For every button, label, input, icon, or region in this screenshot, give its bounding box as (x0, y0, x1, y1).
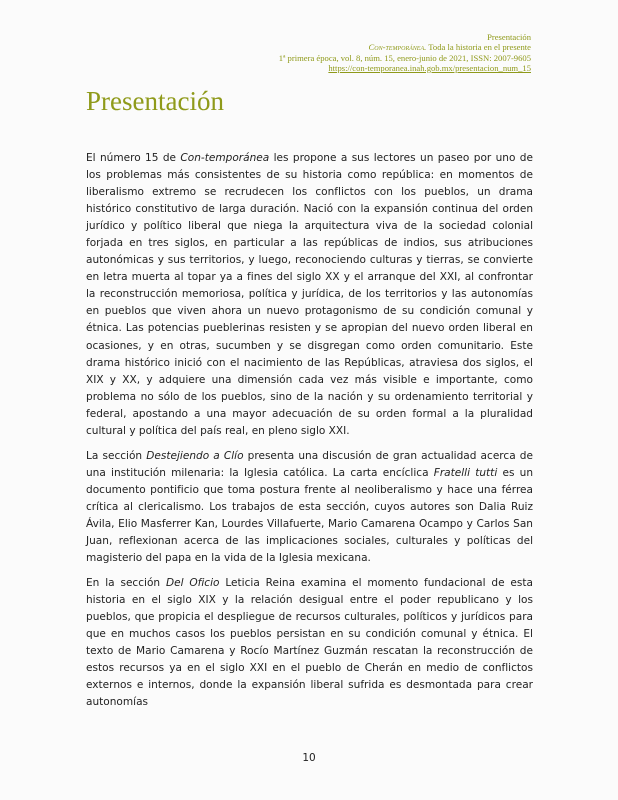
header-journal: Con-temporánea. (368, 42, 427, 53)
body-text (86, 150, 533, 720)
paragraph-2-text-e: es un documento pontificio que toma postura frente al neoliberalismo y hace una férrea crítica al clericalismo. Los trabajos de esta sección, cuyos autores son Dalia Ruiz Ávila, Elio Masferrer Kan, Lourdes Villafuerte, Mario Camarena Ocampo y Carlos San Juan, reflexionan acerca de las implicaciones sociales, culturales y políticas del magisterio del papa en la vida de la Iglesia mexicana. (86, 466, 534, 565)
section-name-italic: Destejiendo a Clío (146, 449, 244, 462)
journal-name-italic: Con-temporánea (180, 152, 270, 164)
paragraph-2-text-c: presenta una discusión de gran actualidad acerca de una institución milenaria: la Iglesia católica. La carta encíclica (86, 449, 533, 479)
encyclical-name-italic: Fratelli tutti (433, 466, 498, 479)
page-title: Presentación (86, 86, 224, 116)
running-header (111, 32, 531, 73)
paragraph-2 (86, 448, 533, 567)
paragraph-3-text-c: Leticia Reina examina el momento fundacional de esta historia en el siglo XIX y la relación desigual entre el poder republicano y los pueblos, que propicia el despliegue de recursos culturales, políticos y jurídicos para que en muchos casos los pueblos persistan en su condición comunal y étnica. El texto de Mario Camarena y Rocío Martínez Guzmán rescatan la reconstrucción de estos recursos ya en el siglo XXI en el pueblo de Cherán en medio de conflictos externos e internos, donde la expansión liberal sufrida es desmontada para crear autonomías (86, 577, 534, 709)
paragraph-1-text-c: les propone a sus lectores un paseo por uno de los problemas más consistentes de su historia como república: en momentos de liberalismo extremo se recrudecen los conflictos con los pueblos, un drama histórico constitutivo de larga duración. Nació con la expansión continua del orden jurídico y político liberal que niega la arquitectura viva de la sociedad colonial forjada en tres siglos, en particular a las repúblicas de indios, sus atribuciones autonómicas y sus territorios, y luego, reconociendo culturas y tierras, se convierte en letra muerta al topar ya a fines del siglo XX y el arranque del XXI, al confrontar la reconstrucción memoriosa, política y jurídica, de los territorios y las autonomías en pueblos que viven ahora un nuevo protagonismo de su condición comunal y étnica. Las potencias pueblerinas resisten y se apropian del nuevo orden liberal en ocasiones, y en otras, sucumben y se disgregan como orden comunitario. Este drama histórico inició con el nacimiento de las Repúblicas, atraviesa dos siglos, el XIX y XX, y adquiere una dimensión cada vez más visible e importante, como problema no sólo de los pueblos, sino de la nación y su ordenamiento territorial y federal, apostando a una mayor adecuación de su orden formal a la pluralidad cultural y política del país real, en pleno siglo XXI. (86, 152, 533, 437)
header-journal-subtitle: Toda la historia en el presente (426, 42, 531, 53)
paragraph-2-text-a: La sección (86, 449, 147, 462)
header-url-link[interactable]: https://con-temporanea.inah.gob.mx/presentacion_num_15 (328, 62, 531, 73)
paragraph-1-text-a: El número 15 de (86, 152, 181, 164)
header-issue: 1ª primera época, vol. 8, núm. 15, enero-junio de 2021, ISSN: 2007-9605 (278, 52, 531, 63)
page-number: 10 (302, 752, 316, 764)
section-name-italic: Del Oficio (165, 577, 220, 590)
header-journal-line (111, 42, 531, 52)
paragraph-1 (86, 150, 533, 440)
paragraph-3-text-a: En la sección (86, 577, 166, 590)
header-section: Presentación (487, 32, 531, 42)
paragraph-3 (86, 575, 533, 711)
